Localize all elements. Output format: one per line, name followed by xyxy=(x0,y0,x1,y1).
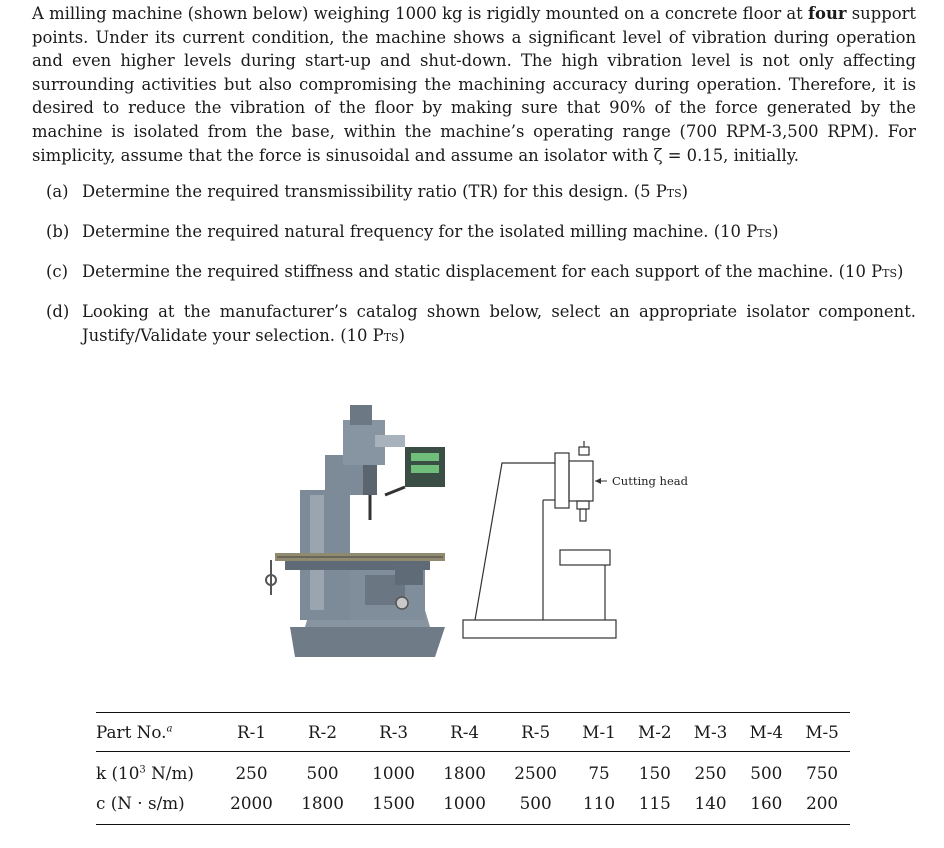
part-no-cell: R-3 xyxy=(358,713,429,752)
part-d xyxy=(46,300,916,347)
part-d-label: (d) xyxy=(46,302,70,321)
milling-machine-schematic xyxy=(463,441,616,638)
damping-label: c (N · s/m) xyxy=(96,793,185,813)
stiffness-label: k ($10^3$ N/m) xyxy=(96,763,194,783)
part-no-cell: M-3 xyxy=(683,713,739,752)
part-a-close: ) xyxy=(681,182,689,201)
part-no-cell: M-1 xyxy=(571,713,627,752)
milling-machine-photo-icon xyxy=(266,405,445,657)
part-c-label: (c) xyxy=(46,262,68,281)
part-no-cell: M-2 xyxy=(627,713,683,752)
intro-text-a: A milling machine (shown below) weighing 1000 kg is rigidly mounted on a concrete floor at xyxy=(32,4,808,23)
part-no-cell: R-2 xyxy=(287,713,358,752)
stiffness-value: 2500 xyxy=(514,763,557,783)
damping-row xyxy=(96,788,850,825)
damping-value: 140 xyxy=(694,793,727,813)
part-no-cell: R-5 xyxy=(500,713,571,752)
part-b-text: Determine the required natural frequency for the isolated milling machine. (10 xyxy=(82,222,747,241)
stiffness-value: 150 xyxy=(638,763,671,783)
part-b xyxy=(46,220,916,244)
damping-value: 1000 xyxy=(443,793,486,813)
part-no-cell: R-4 xyxy=(429,713,500,752)
part-c-close: ) xyxy=(897,262,904,281)
part-d-text: Looking at the manufacturer’s catalog shown below, select an appropriate isolator component. Justify/Validate your selection. (10 xyxy=(82,302,916,345)
intro-text-b: support points. Under its current condition, the machine shows a significant level of vibration during operation and even higher levels during start-up and shut-down. The high vibration level is not only affecting surrounding activities but also compromising the machining accuracy during operation. Therefore, it is desired to reduce the vibration of the floor by making sure that 90% of the force generated by the machine is isolated from the base, within the machine’s operating range (700 RPM-3,500 RPM). For simplicity, assume that the force is sinusoidal and assume an isolator with ζ = 0.15, initially. xyxy=(32,4,916,165)
stiffness-value: 500 xyxy=(750,763,783,783)
part-a-text: Determine the required transmissibility ratio (TR) for this design. (5 xyxy=(82,182,656,201)
stiffness-value: 1800 xyxy=(443,763,486,783)
part-c-pts: Pts xyxy=(871,262,898,281)
part-no-cell: M-4 xyxy=(738,713,794,752)
part-a xyxy=(46,180,916,204)
stiffness-value: 250 xyxy=(235,763,268,783)
stiffness-value: 250 xyxy=(694,763,727,783)
damping-value: 1500 xyxy=(372,793,415,813)
cutting-head-callout xyxy=(595,474,689,488)
part-b-close: ) xyxy=(772,222,779,241)
damping-value: 110 xyxy=(583,793,616,813)
part-no-cell: M-5 xyxy=(794,713,850,752)
damping-value: 115 xyxy=(638,793,671,813)
part-d-pts: Pts xyxy=(372,325,399,345)
cutting-head-label: Cutting head xyxy=(612,474,688,488)
intro-bold-four: four xyxy=(807,4,847,23)
part-b-label: (b) xyxy=(46,222,70,241)
stiffness-row xyxy=(96,752,850,789)
part-c xyxy=(46,260,916,284)
stiffness-value: 500 xyxy=(306,763,339,783)
part-c-text: Determine the required stiffness and static displacement for each support of the machine. (10 xyxy=(82,262,872,281)
part-a-pts: Pts xyxy=(655,182,682,201)
isolator-catalog-table xyxy=(96,712,850,825)
part-a-label: (a) xyxy=(46,182,69,201)
problem-statement xyxy=(32,2,916,167)
damping-value: 2000 xyxy=(230,793,273,813)
damping-value: 200 xyxy=(806,793,839,813)
damping-value: 160 xyxy=(750,793,783,813)
stiffness-value: 75 xyxy=(588,763,610,783)
part-no-header: Part No.$^a$ xyxy=(96,713,216,752)
part-b-pts: Pts xyxy=(746,222,773,241)
stiffness-value: 750 xyxy=(806,763,839,783)
stiffness-value: 1000 xyxy=(372,763,415,783)
damping-value: 1800 xyxy=(301,793,344,813)
part-d-close: ) xyxy=(398,325,405,345)
table-header-row xyxy=(96,713,850,752)
milling-machine-figure xyxy=(255,395,705,665)
damping-value: 500 xyxy=(519,793,552,813)
part-no-cell: R-1 xyxy=(216,713,287,752)
